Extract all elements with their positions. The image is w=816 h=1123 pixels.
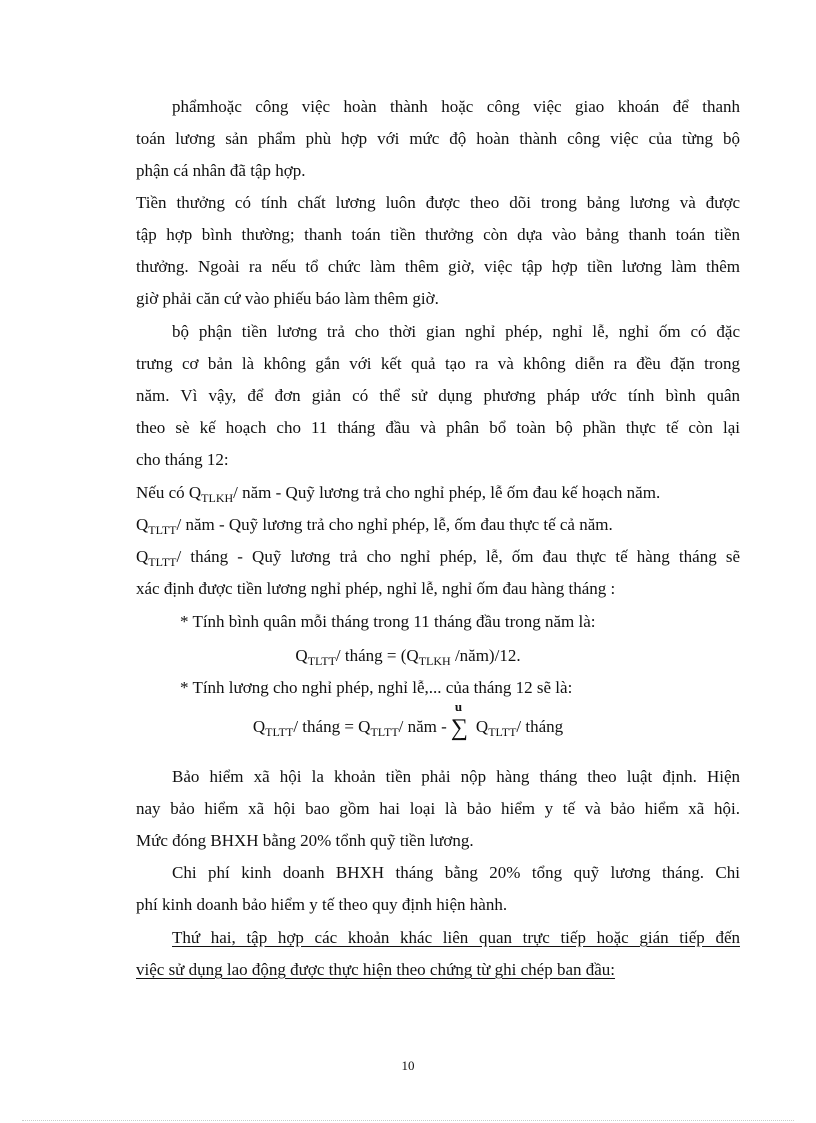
text-line: trưng cơ bản là không gắn với kết quả tạo ra và không diễn ra đều đặn trong	[136, 354, 740, 373]
text-line: Tiền thưởng có tính chất lương luôn được theo dõi trong bảng lương và được	[136, 193, 740, 212]
definition-line	[136, 482, 740, 509]
subscript: TLTT	[370, 725, 399, 739]
formula-text: / năm -	[398, 717, 447, 736]
text-line: phận cá nhân đã tập hợp.	[136, 161, 306, 180]
text-line: tập hợp bình thường; thanh toán tiền thưởng còn dựa vào bảng thanh toán tiền	[136, 225, 740, 244]
subscript: TLKH	[201, 491, 234, 505]
definition-line	[136, 514, 740, 541]
text-line: thưởng. Ngoài ra nếu tổ chức làm thêm giờ, việc tập hợp tiền lương làm thêm	[136, 257, 740, 276]
formula-text: / tháng	[516, 717, 564, 736]
symbol-q: Q	[295, 646, 308, 665]
underlined-line: Thứ hai, tập hợp các khoản khác liên quan trực tiếp hoặc gián tiếp đến	[172, 928, 740, 947]
symbol-q: Q	[252, 717, 266, 736]
text-line: Bảo hiểm xã hội la khoản tiền phải nộp hàng tháng theo luật định. Hiện	[172, 767, 740, 786]
text-line: xác định được tiền lương nghỉ phép, nghỉ lễ, nghỉ ốm đau hàng tháng :	[136, 579, 616, 598]
formula-text: / tháng = Q	[293, 717, 371, 736]
definition-text: / năm - Quỹ lương trả cho nghỉ phép, lễ ốm đau kế hoạch năm.	[233, 483, 661, 502]
text-line: theo sè kế hoạch cho 11 tháng đầu và phân bổ toàn bộ phần thực tế còn lại	[136, 418, 740, 437]
page-bottom-divider	[22, 1120, 794, 1121]
text-line: năm. Vì vậy, để đơn giản có thể sử dụng phương pháp ước tính bình quân	[136, 386, 740, 405]
subscript: TLTT	[265, 725, 294, 739]
page-number: 10	[401, 1058, 415, 1073]
subscript: TLTT	[148, 523, 177, 537]
underlined-line: việc sử dụng lao động được thực hiện theo chứng từ ghi chép ban đầu:	[136, 960, 616, 979]
text-line: phí kinh doanh bảo hiểm y tế theo quy định hiện hành.	[136, 895, 508, 914]
sigma-glyph: ∑	[450, 715, 468, 741]
text-line: Mức đóng BHXH bằng 20% tổnh quỹ tiền lương.	[136, 831, 474, 850]
text-line: phẩmhoặc công việc hoàn thành hoặc công việc giao khoán để thanh	[172, 97, 740, 116]
symbol-q: Q	[475, 717, 489, 736]
text-line: nay bảo hiểm xã hội bao gồm hai loại là bảo hiểm y tế và bảo hiểm xã hội.	[136, 799, 740, 818]
text-line: toán lương sản phẩm phù hợp với mức độ hoàn thành công việc của từng bộ	[136, 129, 740, 148]
subscript: TLTT	[488, 725, 517, 739]
formula-text: /năm)/12.	[450, 646, 521, 665]
summation-symbol	[450, 699, 468, 741]
formula-monthly-average	[0, 645, 816, 672]
bullet-line: * Tính bình quân mỗi tháng trong 11 tháng đầu trong năm là:	[180, 612, 596, 631]
bullet-line: * Tính lương cho nghỉ phép, nghỉ lễ,... của tháng 12 sẽ là:	[180, 678, 573, 697]
subscript: TLTT	[307, 654, 336, 668]
text-line: cho tháng 12:	[136, 450, 229, 469]
formula-text: / tháng = (Q	[335, 646, 419, 665]
subscript: TLKH	[418, 654, 451, 668]
definition-line	[136, 546, 740, 573]
symbol-q: Nếu có Q	[136, 483, 202, 502]
text-line: Chi phí kinh doanh BHXH tháng bằng 20% tổng quỹ lương tháng. Chi	[172, 863, 740, 882]
summation-upper-limit: u	[454, 699, 463, 714]
text-line: bộ phận tiền lương trả cho thời gian nghỉ phép, nghỉ lễ, nghỉ ốm có đặc	[172, 322, 740, 341]
text-line: giờ phải căn cứ vào phiếu báo làm thêm giờ.	[136, 289, 439, 308]
symbol-q: Q	[136, 547, 149, 566]
definition-text: / tháng - Quỹ lương trả cho nghỉ phép, lễ, ốm đau thực tế hàng tháng sẽ	[176, 547, 740, 566]
definition-text: / năm - Quỹ lương trả cho nghỉ phép, lễ, ốm đau thực tế cả năm.	[176, 515, 613, 534]
subscript: TLTT	[148, 555, 177, 569]
symbol-q: Q	[136, 515, 149, 534]
formula-december	[0, 699, 816, 743]
